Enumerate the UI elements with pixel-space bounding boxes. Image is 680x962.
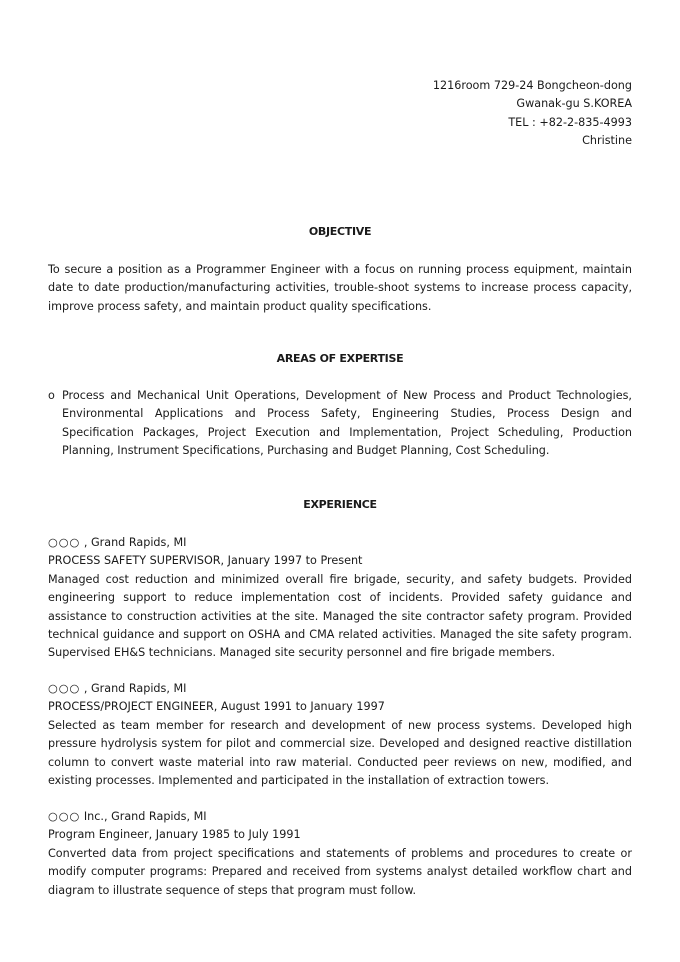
job-entry-1 [48,534,632,663]
objective-text: To secure a position as a Programmer Engineer with a focus on running process equipment, maintain date to date production/manufacturing activities, trouble-shoot systems to increase process capacity, improve process safety, and maintain product quality specifications. [48,263,632,313]
job-company [48,680,632,698]
job-title: Program Engineer, January 1985 to July 1991 [48,828,301,842]
contact-block [48,77,632,151]
company-location: , Grand Rapids, MI [80,682,187,695]
company-location: , Grand Rapids, MI [80,536,187,549]
job-company [48,808,632,826]
address-line-1: 1216room 729-24 Bongcheon-dong [432,79,632,92]
experience-heading: EXPERIENCE [303,498,377,511]
company-mark: ○○○ [48,536,81,549]
job-title: PROCESS SAFETY SUPERVISOR, January 1997 to Present [48,554,363,568]
job-entry-3 [48,808,632,900]
bullet-marker: o [48,389,55,402]
job-description: Converted data from project specifications and statements of problems and procedures to create or modify computer programs: Prepared and received from systems analyst detailed workflow chart and diagram to illustrate sequence of steps that program must follow. [48,846,632,897]
address-line-2: Gwanak-gu S.KOREA [516,97,632,111]
company-mark: ○○○ [48,682,81,695]
company-mark: ○○○ [48,810,81,823]
objective-heading: OBJECTIVE [308,225,372,238]
phone-number: TEL : +82-2-835-4993 [508,115,632,129]
expertise-heading: AREAS OF EXPERTISE [276,352,404,365]
expertise-text: Process and Mechanical Unit Operations, Development of New Process and Product Technologies, Environmental Applications and Process Safety, Engineering Studies, Process Design and Specification Packages, Project Execution and Implementation, Project Scheduling, Production Planning, Instrument Specifications, Purchasing and Budget Planning, Cost Scheduling. [62,389,632,458]
company-location: Inc., Grand Rapids, MI [80,810,207,823]
applicant-name: Christine [582,134,632,148]
job-description: Selected as team member for research and development of new process systems. Developed high pressure hydrolysis system for pilot and commercial size. Developed and designed reactive distillation column to convert waste material into raw material. Conducted peer reviews on new, modified, and existing processes. Implemented and participated in the installation of extraction towers. [48,718,632,788]
job-title: PROCESS/PROJECT ENGINEER, August 1991 to January 1997 [48,700,385,714]
job-description: Managed cost reduction and minimized overall fire brigade, security, and safety budgets. Provided engineering support to reduce implementation cost of incidents. Provided safety guidance and assistance to construction activities at the site. Managed the site contractor safety program. Provided technical guidance and support on OSHA and CMA related activities. Managed the site safety program. Supervised EH&S technicians. Managed site security personnel and fire brigade members. [48,572,632,660]
job-entry-2 [48,680,632,790]
job-company [48,534,632,552]
expertise-item [48,387,632,461]
